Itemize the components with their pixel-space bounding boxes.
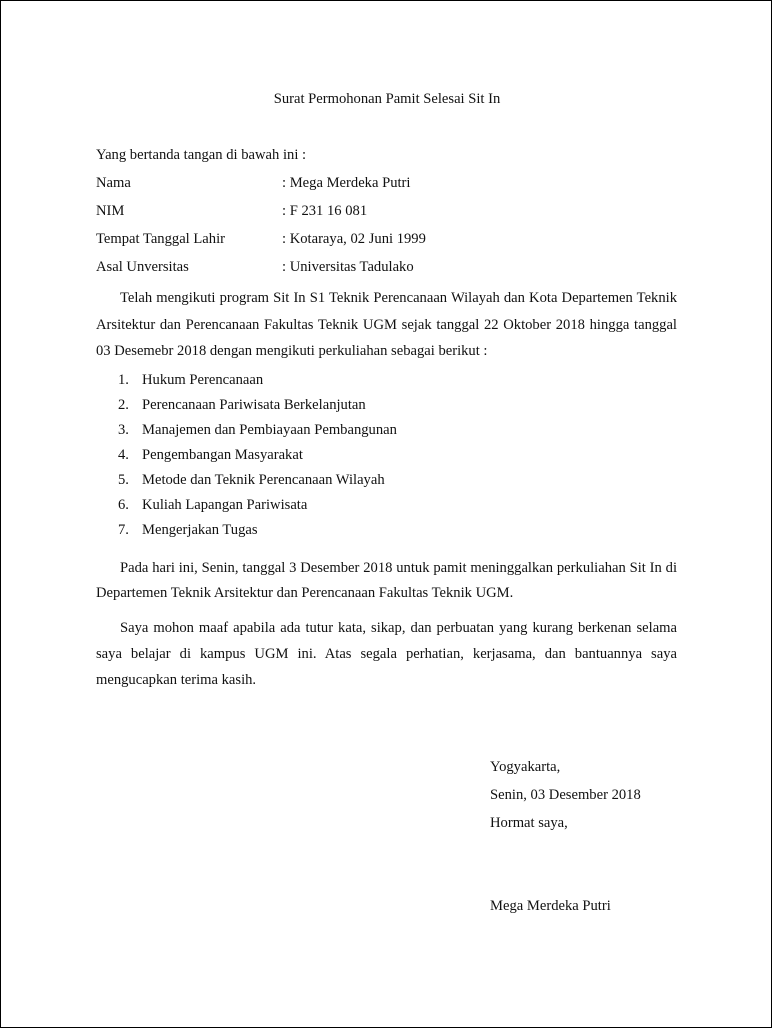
list-item-text: Pengembangan Masyarakat: [142, 447, 303, 463]
list-item-number: 2.: [118, 397, 129, 413]
field-value-nim: : F 231 16 081: [282, 203, 368, 219]
list-item-text: Perencanaan Pariwisata Berkelanjutan: [142, 397, 366, 413]
list-item-text: Kuliah Lapangan Pariwisata: [142, 497, 308, 513]
paragraph-apology: Saya mohon maaf apabila ada tutur kata, sikap, dan perbuatan yang kurang berkenan selama saya belajar di kampus UGM ini. Atas segala perhatian, kerjasama, dan bantuannya saya mengucapkan terima kasih.: [96, 620, 677, 688]
signature-place: Yogyakarta,: [490, 759, 561, 775]
signature-closing: Hormat saya,: [490, 815, 568, 831]
field-value-nama: : Mega Merdeka Putri: [282, 175, 411, 191]
field-label-nim: NIM: [96, 203, 125, 219]
paragraph-farewell: Pada hari ini, Senin, tanggal 3 Desember 2018 untuk pamit meninggalkan perkuliahan Sit In di Departemen Teknik Arsitektur dan Perencanaan Fakultas Teknik UGM.: [96, 560, 677, 601]
intro-text: Yang bertanda tangan di bawah ini :: [96, 147, 307, 163]
list-item-number: 6.: [118, 497, 129, 513]
field-label-ttl: Tempat Tanggal Lahir: [96, 231, 225, 247]
list-item-text: Mengerjakan Tugas: [142, 522, 258, 538]
letter-title: Surat Permohonan Pamit Selesai Sit In: [273, 91, 501, 107]
field-value-ttl: : Kotaraya, 02 Juni 1999: [282, 231, 426, 247]
list-item-number: 7.: [118, 522, 129, 538]
list-item-number: 3.: [118, 422, 129, 438]
field-label-nama: Nama: [96, 175, 131, 191]
paragraph-program: Telah mengikuti program Sit In S1 Teknik Perencanaan Wilayah dan Kota Departemen Teknik Arsitektur dan Perencanaan Fakultas Teknik UGM sejak tanggal 22 Oktober 2018 hingga tanggal 03 Desemebr 2018 dengan mengikuti perkuliahan sebagai berikut :: [96, 290, 677, 359]
list-item-number: 1.: [118, 372, 129, 388]
list-item-text: Metode dan Teknik Perencanaan Wilayah: [142, 472, 385, 488]
list-item-text: Hukum Perencanaan: [142, 372, 264, 388]
list-item-text: Manajemen dan Pembiayaan Pembangunan: [142, 422, 397, 438]
field-value-asal: : Universitas Tadulako: [282, 259, 414, 275]
list-item-number: 4.: [118, 447, 129, 463]
signature-date: Senin, 03 Desember 2018: [490, 787, 641, 803]
signature-name: Mega Merdeka Putri: [490, 898, 611, 914]
field-label-asal: Asal Unversitas: [96, 259, 189, 275]
list-item-number: 5.: [118, 472, 129, 488]
